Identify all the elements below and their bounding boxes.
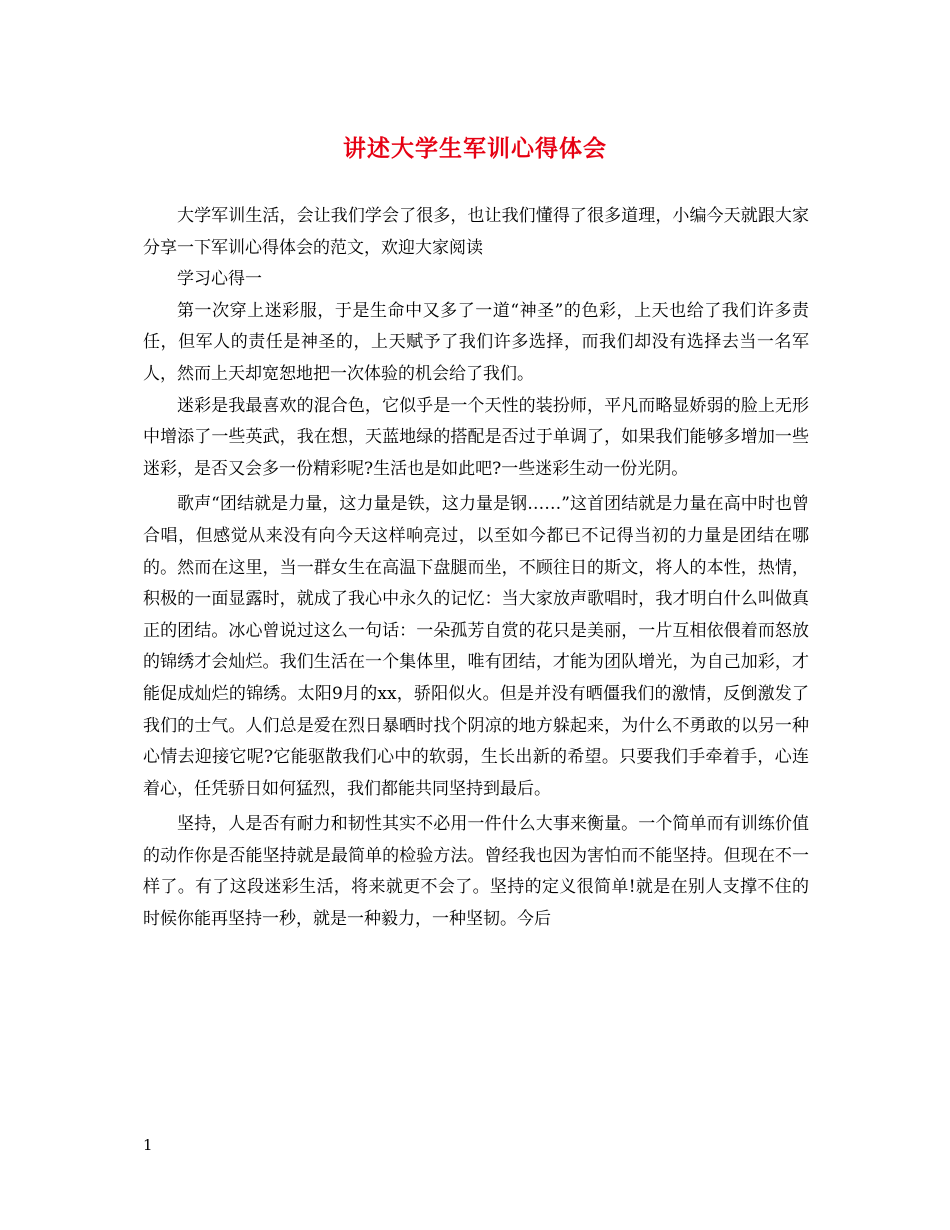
paragraph-camouflage-uniform: 第一次穿上迷彩服，于是生命中又多了一道“神圣”的色彩，上天也给了我们许多责任，但军人的责任是神圣的，上天赋予了我们许多选择，而我们却没有选择去当一名军人，然而上天却宽恕地把一次体验的机会给了我们。 [143, 300, 809, 384]
paragraph-camouflage-color: 迷彩是我最喜欢的混合色，它似乎是一个天性的装扮师，平凡而略显娇弱的脸上无形中增添了一些英武，我在想，天蓝地绿的搭配是否过于单调了，如果我们能够多增加一些迷彩，是否又会多一份精彩呢?生活也是如此吧?一些迷彩生动一份光阴。 [143, 395, 809, 479]
paragraph-unity-song: 歌声“团结就是力量，这力量是铁，这力量是钢……”这首团结就是力量在高中时也曾合唱，但感觉从来没有向今天这样响亮过，以至如今都已不记得当初的力量是团结在哪的。然而在这里，当一群女生在高温下盘腿而坐，不顾往日的斯文，将人的本性，热情，积极的一面显露时，就成了我心中永久的记忆：当大家放声歌唱时，我才明白什么叫做真正的团结。冰心曾说过这么一句话：一朵孤芳自赏的花只是美丽，一片互相依偎着而怒放的锦绣才会灿烂。我们生活在一个集体里，唯有团结，才能为团队增光，为自己加彩，才能促成灿烂的锦绣。太阳9月的xx，骄阳似火。但是并没有晒僵我们的激情，反倒激发了我们的士气。人们总是爱在烈日暴晒时找个阴凉的地方躲起来，为什么不勇敢的以另一种心情去迎接它呢?它能驱散我们心中的软弱，生长出新的希望。只要我们手牵着手，心连着心，任凭骄日如何猛烈，我们都能共同坚持到最后。 [143, 494, 809, 799]
document-title: 讲述大学生军训心得体会 [343, 135, 607, 162]
paragraph-intro: 大学军训生活，会让我们学会了很多，也让我们懂得了很多道理，小编今天就跟大家分享一下军训心得体会的范文，欢迎大家阅读 [143, 206, 809, 258]
page-number: 1 [143, 1136, 153, 1154]
document-body [143, 201, 809, 936]
paragraph-persistence: 坚持，人是否有耐力和韧性其实不必用一件什么大事来衡量。一个简单而有训练价值的动作你是否能坚持就是最简单的检验方法。曾经我也因为害怕而不能坚持。但现在不一样了。有了这段迷彩生活，将来就更不会了。坚持的定义很简单!就是在别人支撑不住的时候你能再坚持一秒，就是一种毅力，一种坚韧。今后 [143, 814, 809, 930]
section-heading: 学习心得一 [177, 269, 262, 290]
